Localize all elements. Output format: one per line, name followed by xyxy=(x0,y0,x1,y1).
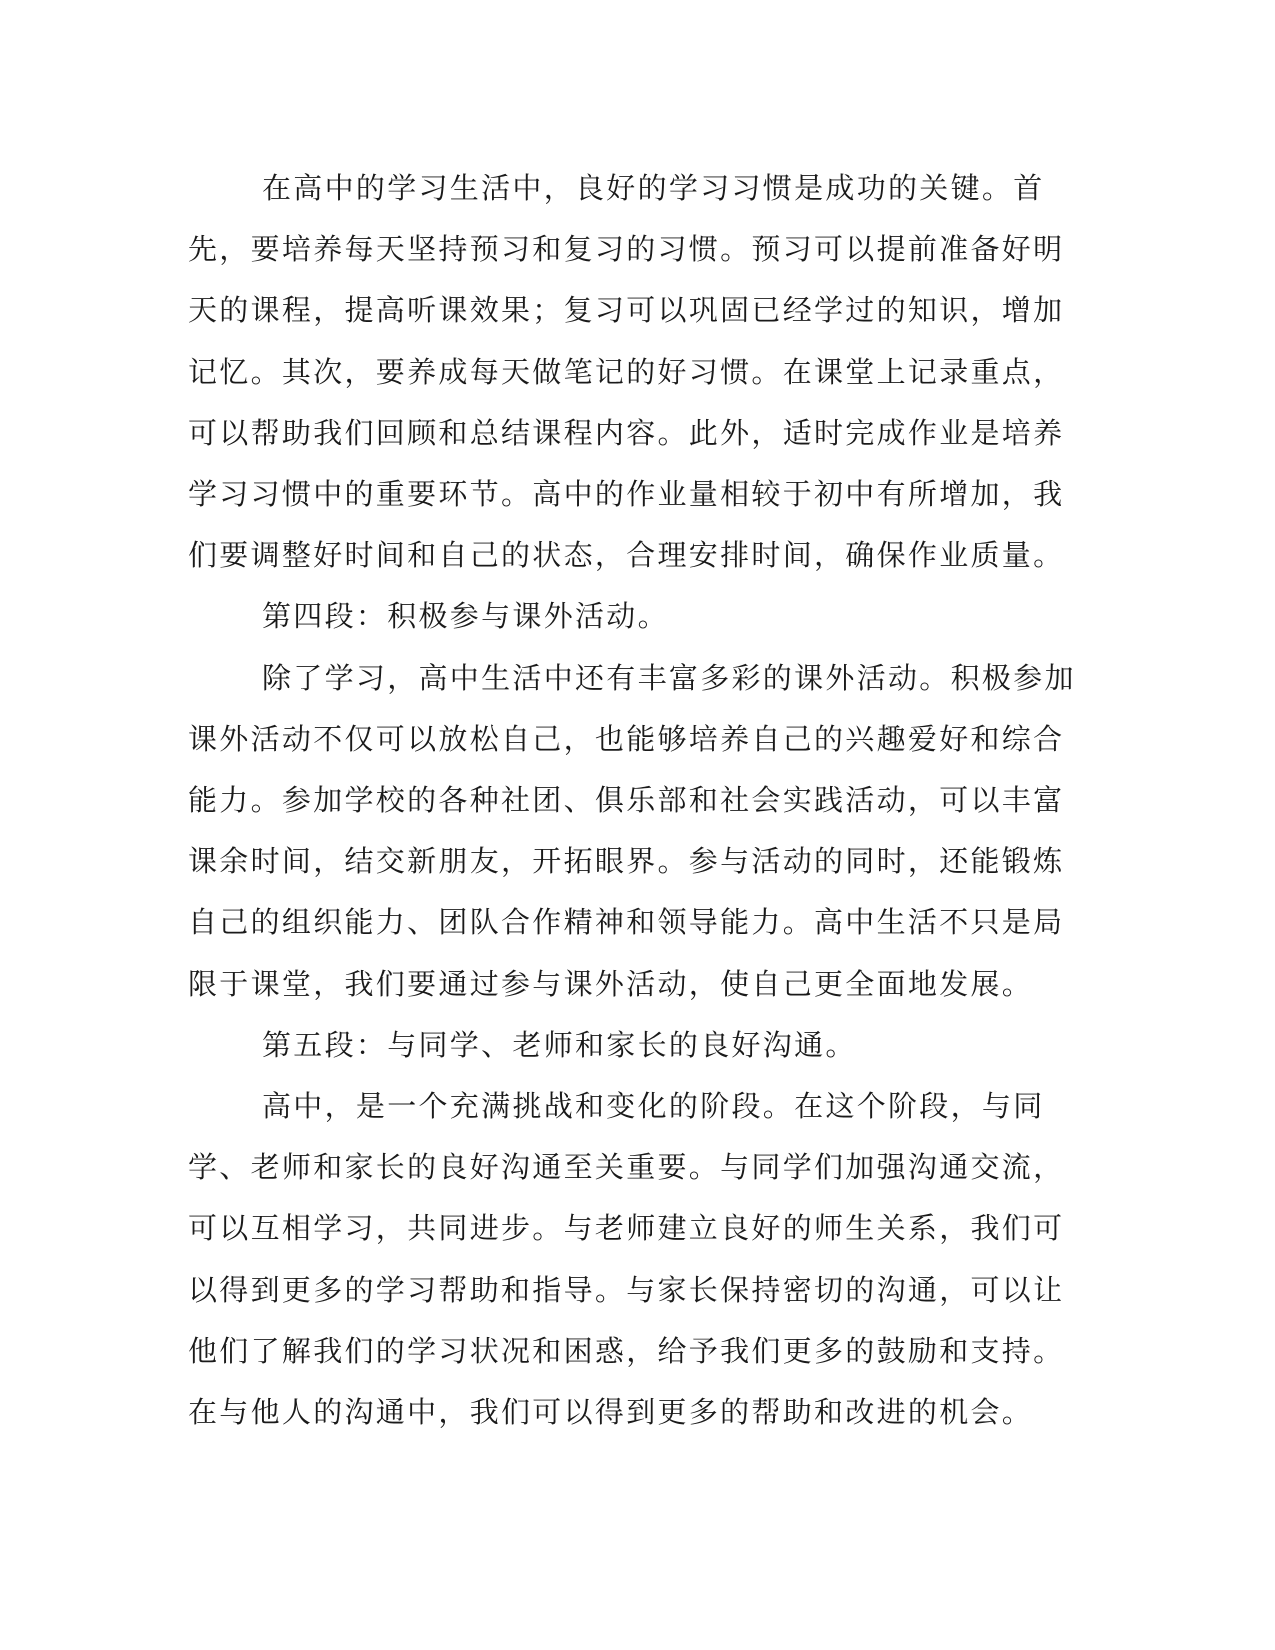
heading-section-four: 第四段：积极参与课外活动。 xyxy=(262,599,669,634)
heading-section-five: 第五段：与同学、老师和家长的良好沟通。 xyxy=(262,1027,857,1062)
paragraph-study-habits: 在高中的学习生活中，良好的学习习惯是成功的关键。首先，要培养每天坚持预习和复习的习惯。预习可以提前准备好明天的课程，提高听课效果；复习可以巩固已经学过的知识，增加记忆。其次，要养成每天做笔记的好习惯。在课堂上记录重点，可以帮助我们回顾和总结课程内容。此外，适时完成作业是培养学习习惯中的重要环节。高中的作业量相较于初中有所增加，我们要调整好时间和自己的状态，合理安排时间，确保作业质量。 xyxy=(188,171,1065,573)
paragraph-extracurricular: 除了学习，高中生活中还有丰富多彩的课外活动。积极参加课外活动不仅可以放松自己，也能够培养自己的兴趣爱好和综合能力。参加学校的各种社团、俱乐部和社会实践活动，可以丰富课余时间，结交新朋友，开拓眼界。参与活动的同时，还能锻炼自己的组织能力、团队合作精神和领导能力。高中生活不只是局限于课堂，我们要通过参与课外活动，使自己更全面地发展。 xyxy=(188,660,1076,1001)
document-body xyxy=(188,158,1078,1443)
paragraph-communication: 高中，是一个充满挑战和变化的阶段。在这个阶段，与同学、老师和家长的良好沟通至关重要。与同学们加强沟通交流，可以互相学习，共同进步。与老师建立良好的师生关系，我们可以得到更多的学习帮助和指导。与家长保持密切的沟通，可以让他们了解我们的学习状况和困惑，给予我们更多的鼓励和支持。在与他人的沟通中，我们可以得到更多的帮助和改进的机会。 xyxy=(188,1089,1065,1430)
